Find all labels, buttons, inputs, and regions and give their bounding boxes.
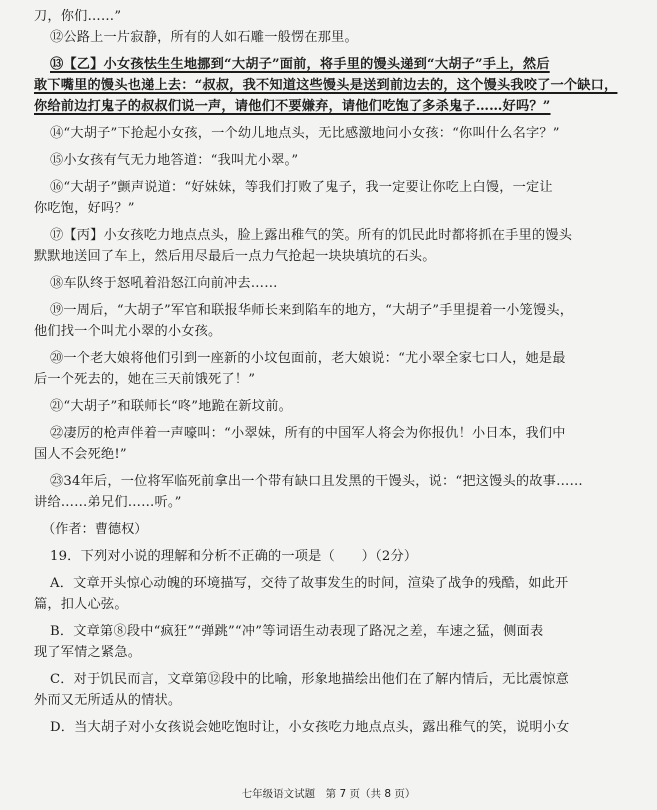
- story-line: ⑭“大胡子”下抢起小女孩，一个幼儿地点头，无比感激地问小女孩：“你叫什么名字？”: [50, 126, 560, 141]
- story-line: ⑯“大胡子”颤声说道：“好妹妹，等我们打败了鬼子，我一定要让你吃上白馒，一定让: [50, 180, 553, 195]
- option-line: B．文章第⑧段中“疯狂”“弹跳”“冲”等词语生动表现了路况之差，车速之猛，侧面表: [50, 624, 544, 639]
- story-line: 刀，你们……”: [34, 9, 122, 24]
- story-line: 国人不会死绝!”: [34, 447, 127, 462]
- story-line: ㉒凄厉的枪声伴着一声嚎叫：“小翠妹，所有的中国军人将会为你报仇！小日本，我们中: [50, 426, 566, 441]
- story-line: ⑲一周后，“大胡子”军官和联报华师长来到陷车的地方，“大胡子”手里提着一小笼馒头，: [50, 303, 574, 318]
- option-line: A．文章开头惊心动魄的环境描写，交待了故事发生的时间，渲染了战争的残酷，如此开: [50, 576, 569, 591]
- story-line: ㉑“大胡子”和联师长“咚”地跪在新坟前。: [50, 399, 292, 414]
- story-line: ⑮小女孩有气无力地答道：“我叫尤小翠。”: [50, 153, 299, 168]
- story-line: 你吃饱，好吗？”: [34, 201, 135, 216]
- story-line: ⑬【乙】小女孩怯生生地挪到“大胡子”面前，将手里的馒头递到“大胡子”手上，然后: [50, 57, 550, 72]
- story-line: 你给前边打鬼子的叔叔们说一声，请他们不要嫌弃，请他们吃饱了多杀鬼子……好吗？”: [34, 99, 551, 114]
- option-line: D．当大胡子对小女孩说会她吃饱时让，小女孩吃力地点点头，露出稚气的笑，说明小女: [50, 720, 570, 735]
- option-line: 外而又无所适从的情状。: [34, 693, 182, 708]
- option-line: C．对于饥民而言，文章第⑫段中的比喻，形象地描绘出他们在了解内情后，无比震惊意: [50, 672, 570, 687]
- story-line: ⑫公路上一片寂静，所有的人如石雕一般愣在那里。: [50, 30, 358, 45]
- story-line: 讲给……弟兄们……听。”: [34, 495, 182, 510]
- option-line: 现了军情之紧急。: [34, 645, 142, 660]
- story-line: 默默地送回了车上，然后用尽最后一点力气抢起一块块填坑的石头。: [34, 249, 436, 264]
- story-line: ㉓34年后，一位将军临死前拿出一个带有缺口且发黑的干馒头，说：“把这馒头的故事……: [50, 474, 583, 489]
- story-line: ⑳一个老大娘将他们引到一座新的小坟包面前，老大娘说：“尤小翠全家七口人，她是最: [50, 351, 566, 366]
- story-line: ⑰【丙】小女孩吃力地点点头，脸上露出稚气的笑。所有的饥民此时都将抓在手里的馒头: [50, 228, 573, 243]
- story-line: 敢下嘴里的馒头也递上去：“叔叔，我不知道这些馒头是送到前边去的，这个馒头我咬了一个缺口，: [34, 78, 618, 93]
- option-line: 篇，扣人心弦。: [34, 597, 128, 612]
- story-line: ⑱车队终于怒吼着沿怒江向前冲去……: [50, 276, 278, 291]
- question-options: [34, 573, 627, 738]
- question-19: [34, 546, 627, 738]
- story-line: 后一个死去的，她在三天前饿死了！”: [34, 372, 256, 387]
- story-line: 他们找一个叫尤小翠的小女孩。: [34, 324, 222, 339]
- question-stem: 19．下列对小说的理解和分析不正确的一项是（ ）（2分）: [50, 549, 418, 564]
- author-line: （作者：曹德权）: [42, 522, 148, 537]
- story-text: [34, 6, 627, 513]
- page-footer: 七年级语文试题 第 7 页（共 8 页）: [241, 788, 416, 800]
